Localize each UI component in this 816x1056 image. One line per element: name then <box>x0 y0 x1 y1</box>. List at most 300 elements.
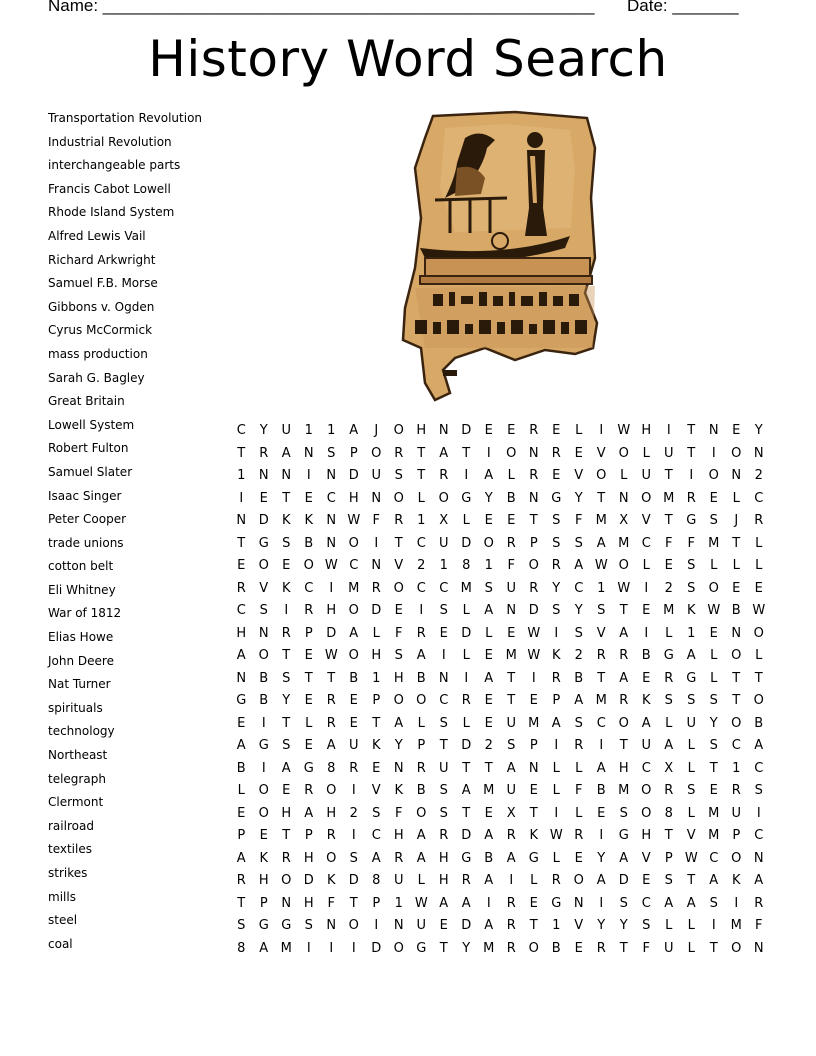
grid-letter[interactable]: R <box>394 445 404 461</box>
grid-letter[interactable]: E <box>282 558 291 573</box>
grid-letter[interactable]: O <box>731 850 742 866</box>
grid-letter[interactable]: L <box>462 603 470 618</box>
grid-letter[interactable]: A <box>619 625 629 641</box>
grid-letter[interactable]: L <box>530 873 538 888</box>
grid-letter[interactable]: R <box>326 828 336 843</box>
grid-letter[interactable]: N <box>326 918 337 933</box>
grid-letter[interactable]: 1 <box>237 468 246 483</box>
grid-letter[interactable]: R <box>326 693 336 708</box>
grid-letter[interactable]: B <box>574 670 584 686</box>
grid-letter[interactable]: O <box>618 558 629 573</box>
grid-letter[interactable]: S <box>304 918 313 933</box>
grid-letter[interactable]: C <box>731 738 741 753</box>
grid-letter[interactable]: I <box>644 580 649 596</box>
grid-letter[interactable]: Y <box>619 918 628 933</box>
grid-letter[interactable]: T <box>664 513 673 528</box>
grid-letter[interactable]: L <box>507 468 515 483</box>
grid-letter[interactable]: 1 <box>394 895 403 911</box>
grid-letter[interactable]: S <box>597 603 606 618</box>
grid-letter[interactable]: D <box>461 738 472 753</box>
grid-letter[interactable]: D <box>461 625 472 641</box>
grid-letter[interactable]: A <box>754 738 764 753</box>
grid-letter[interactable]: E <box>304 738 313 753</box>
grid-letter[interactable]: A <box>484 468 494 483</box>
grid-letter[interactable]: E <box>574 445 583 461</box>
grid-letter[interactable]: W <box>617 423 631 438</box>
grid-letter[interactable]: R <box>551 670 561 686</box>
grid-letter[interactable]: S <box>687 693 696 708</box>
grid-letter[interactable]: S <box>282 535 291 551</box>
grid-letter[interactable]: E <box>642 603 651 618</box>
grid-letter[interactable]: S <box>709 513 718 528</box>
grid-letter[interactable]: O <box>731 648 742 663</box>
grid-letter[interactable]: D <box>303 873 314 888</box>
grid-letter[interactable]: O <box>371 445 382 461</box>
grid-letter[interactable]: B <box>754 715 764 731</box>
grid-letter[interactable]: F <box>755 918 763 933</box>
grid-letter[interactable]: E <box>484 715 493 731</box>
grid-letter[interactable]: T <box>282 648 291 663</box>
grid-letter[interactable]: I <box>756 805 761 821</box>
grid-letter[interactable]: T <box>282 828 291 843</box>
grid-letter[interactable]: W <box>707 603 721 618</box>
grid-letter[interactable]: S <box>574 715 583 731</box>
grid-letter[interactable]: O <box>348 918 359 933</box>
grid-letter[interactable]: R <box>416 760 426 776</box>
grid-letter[interactable]: S <box>552 513 561 528</box>
grid-letter[interactable]: C <box>596 715 606 731</box>
grid-letter[interactable]: W <box>594 558 608 573</box>
grid-letter[interactable]: F <box>327 895 335 911</box>
grid-letter[interactable]: T <box>394 535 403 551</box>
grid-letter[interactable]: L <box>372 625 380 641</box>
grid-letter[interactable]: 1 <box>484 558 493 573</box>
grid-letter[interactable]: R <box>506 940 516 956</box>
grid-letter[interactable]: E <box>552 468 561 483</box>
grid-letter[interactable]: L <box>755 535 763 551</box>
grid-letter[interactable]: W <box>684 850 698 866</box>
grid-letter[interactable]: L <box>665 918 673 933</box>
grid-letter[interactable]: R <box>371 580 381 596</box>
grid-letter[interactable]: T <box>664 828 673 843</box>
grid-letter[interactable]: R <box>349 760 359 776</box>
grid-letter[interactable]: T <box>597 490 606 506</box>
grid-letter[interactable]: G <box>258 738 269 753</box>
grid-letter[interactable]: N <box>708 423 719 438</box>
grid-letter[interactable]: T <box>507 670 516 686</box>
grid-letter[interactable]: U <box>686 715 696 731</box>
grid-letter[interactable]: L <box>552 760 560 776</box>
grid-letter[interactable]: F <box>575 513 583 528</box>
grid-letter[interactable]: S <box>439 603 448 618</box>
grid-letter[interactable]: T <box>529 805 538 821</box>
grid-letter[interactable]: S <box>709 738 718 753</box>
grid-letter[interactable]: E <box>552 423 561 438</box>
grid-letter[interactable]: W <box>414 895 428 911</box>
grid-letter[interactable]: I <box>554 805 559 821</box>
grid-letter[interactable]: A <box>709 873 719 888</box>
grid-letter[interactable]: U <box>371 468 381 483</box>
grid-letter[interactable]: H <box>303 895 314 911</box>
grid-letter[interactable]: E <box>507 625 516 641</box>
grid-letter[interactable]: E <box>484 423 493 438</box>
grid-letter[interactable]: O <box>416 693 427 708</box>
grid-letter[interactable]: H <box>393 670 404 686</box>
grid-letter[interactable]: E <box>709 490 718 506</box>
grid-letter[interactable]: R <box>551 445 561 461</box>
grid-letter[interactable]: S <box>709 895 718 911</box>
grid-letter[interactable]: A <box>551 715 561 731</box>
grid-letter[interactable]: O <box>618 445 629 461</box>
grid-letter[interactable]: T <box>417 445 426 461</box>
grid-letter[interactable]: C <box>754 760 764 776</box>
grid-letter[interactable]: L <box>710 558 718 573</box>
grid-letter[interactable]: C <box>641 895 651 911</box>
grid-letter[interactable]: E <box>349 715 358 731</box>
grid-letter[interactable]: L <box>552 850 560 866</box>
grid-letter[interactable]: D <box>348 873 359 888</box>
grid-letter[interactable]: N <box>326 468 337 483</box>
grid-letter[interactable]: F <box>642 940 650 956</box>
grid-letter[interactable]: Y <box>282 693 291 708</box>
grid-letter[interactable]: S <box>484 580 493 596</box>
grid-letter[interactable]: C <box>371 828 381 843</box>
grid-letter[interactable]: A <box>304 805 314 821</box>
grid-letter[interactable]: I <box>599 423 604 438</box>
grid-letter[interactable]: T <box>619 940 628 956</box>
grid-letter[interactable]: N <box>393 760 404 776</box>
grid-letter[interactable]: B <box>641 648 651 663</box>
grid-letter[interactable]: O <box>348 603 359 618</box>
grid-letter[interactable]: L <box>575 805 583 821</box>
grid-letter[interactable]: 1 <box>687 625 696 641</box>
grid-letter[interactable]: O <box>731 715 742 731</box>
grid-letter[interactable]: P <box>304 625 313 641</box>
grid-letter[interactable]: C <box>641 535 651 551</box>
grid-letter[interactable]: C <box>416 580 426 596</box>
grid-letter[interactable]: O <box>483 535 494 551</box>
grid-letter[interactable]: D <box>461 918 472 933</box>
grid-letter[interactable]: K <box>394 783 404 798</box>
grid-letter[interactable]: E <box>507 513 516 528</box>
grid-letter[interactable]: T <box>237 535 246 551</box>
grid-letter[interactable]: H <box>236 625 247 641</box>
grid-letter[interactable]: O <box>348 648 359 663</box>
grid-letter[interactable]: K <box>529 828 539 843</box>
grid-letter[interactable]: A <box>641 715 651 731</box>
grid-letter[interactable]: R <box>304 603 314 618</box>
grid-letter[interactable]: Y <box>754 423 763 438</box>
grid-letter[interactable]: G <box>551 490 562 506</box>
grid-letter[interactable]: T <box>327 670 336 686</box>
grid-letter[interactable]: H <box>281 805 292 821</box>
grid-letter[interactable]: S <box>619 895 628 911</box>
grid-letter[interactable]: E <box>282 783 291 798</box>
grid-letter[interactable]: D <box>461 535 472 551</box>
grid-letter[interactable]: M <box>730 918 742 933</box>
grid-letter[interactable]: F <box>395 805 403 821</box>
grid-letter[interactable]: O <box>573 873 584 888</box>
grid-letter[interactable]: E <box>237 805 246 821</box>
grid-letter[interactable]: N <box>303 445 314 461</box>
grid-letter[interactable]: A <box>506 760 516 776</box>
grid-letter[interactable]: A <box>506 850 516 866</box>
grid-letter[interactable]: I <box>306 468 311 483</box>
grid-letter[interactable]: H <box>641 423 652 438</box>
grid-letter[interactable]: O <box>348 535 359 551</box>
grid-letter[interactable]: I <box>711 445 716 461</box>
grid-letter[interactable]: L <box>755 648 763 663</box>
grid-letter[interactable]: N <box>281 895 292 911</box>
grid-letter[interactable]: 1 <box>732 760 741 776</box>
grid-letter[interactable]: X <box>664 760 674 776</box>
grid-letter[interactable]: G <box>686 513 697 528</box>
grid-letter[interactable]: E <box>304 693 313 708</box>
grid-letter[interactable]: C <box>574 580 584 596</box>
grid-letter[interactable]: E <box>529 783 538 798</box>
grid-letter[interactable]: A <box>439 895 449 911</box>
grid-letter[interactable]: S <box>394 648 403 663</box>
grid-letter[interactable]: T <box>687 445 696 461</box>
grid-letter[interactable]: P <box>552 693 561 708</box>
grid-letter[interactable]: O <box>258 648 269 663</box>
grid-letter[interactable]: S <box>754 783 763 798</box>
grid-letter[interactable]: G <box>663 648 674 663</box>
grid-letter[interactable]: S <box>372 805 381 821</box>
grid-letter[interactable]: Y <box>597 918 606 933</box>
grid-letter[interactable]: R <box>281 850 291 866</box>
grid-letter[interactable]: N <box>528 760 539 776</box>
grid-letter[interactable]: G <box>281 918 292 933</box>
grid-letter[interactable]: N <box>753 850 764 866</box>
grid-letter[interactable]: R <box>754 513 764 528</box>
grid-letter[interactable]: A <box>349 423 359 438</box>
grid-letter[interactable]: R <box>304 783 314 798</box>
grid-letter[interactable]: I <box>689 468 694 483</box>
grid-letter[interactable]: U <box>641 468 651 483</box>
grid-letter[interactable]: L <box>755 558 763 573</box>
grid-letter[interactable]: N <box>393 918 404 933</box>
grid-letter[interactable]: N <box>731 625 742 641</box>
grid-letter[interactable]: I <box>441 648 446 663</box>
grid-letter[interactable]: T <box>417 468 426 483</box>
grid-letter[interactable]: M <box>595 513 607 528</box>
grid-letter[interactable]: S <box>664 873 673 888</box>
grid-letter[interactable]: B <box>236 760 246 776</box>
grid-letter[interactable]: E <box>304 490 313 506</box>
grid-letter[interactable]: I <box>711 918 716 933</box>
grid-letter[interactable]: R <box>416 625 426 641</box>
grid-letter[interactable]: L <box>642 558 650 573</box>
grid-letter[interactable]: C <box>326 490 336 506</box>
grid-letter[interactable]: 8 <box>237 940 246 956</box>
grid-letter[interactable]: K <box>281 580 291 596</box>
grid-letter[interactable]: V <box>641 850 651 866</box>
grid-letter[interactable]: I <box>351 828 356 843</box>
grid-letter[interactable]: S <box>574 625 583 641</box>
grid-letter[interactable]: S <box>619 805 628 821</box>
grid-letter[interactable]: I <box>419 603 424 618</box>
grid-letter[interactable]: M <box>348 580 360 596</box>
grid-letter[interactable]: E <box>372 760 381 776</box>
grid-letter[interactable]: E <box>439 625 448 641</box>
grid-letter[interactable]: M <box>708 828 720 843</box>
grid-letter[interactable]: I <box>284 603 289 618</box>
grid-letter[interactable]: S <box>687 580 696 596</box>
grid-letter[interactable]: N <box>528 490 539 506</box>
grid-letter[interactable]: P <box>664 850 673 866</box>
grid-letter[interactable]: 1 <box>327 423 336 438</box>
grid-letter[interactable]: C <box>236 603 246 618</box>
grid-letter[interactable]: L <box>575 760 583 776</box>
grid-letter[interactable]: L <box>620 468 628 483</box>
grid-letter[interactable]: Y <box>462 940 471 956</box>
grid-letter[interactable]: L <box>305 715 313 731</box>
grid-letter[interactable]: I <box>329 940 334 956</box>
grid-letter[interactable]: T <box>507 693 516 708</box>
grid-letter[interactable]: K <box>304 513 314 528</box>
grid-letter[interactable]: L <box>687 918 695 933</box>
grid-letter[interactable]: K <box>731 873 741 888</box>
grid-letter[interactable]: T <box>349 895 358 911</box>
grid-letter[interactable]: E <box>484 805 493 821</box>
grid-letter[interactable]: W <box>549 828 563 843</box>
grid-letter[interactable]: L <box>710 670 718 686</box>
grid-letter[interactable]: 8 <box>664 805 673 821</box>
grid-letter[interactable]: E <box>259 828 268 843</box>
grid-letter[interactable]: L <box>237 783 245 798</box>
grid-letter[interactable]: I <box>486 895 491 911</box>
grid-letter[interactable]: H <box>326 603 337 618</box>
grid-letter[interactable]: D <box>371 603 382 618</box>
grid-letter[interactable]: O <box>393 423 404 438</box>
grid-letter[interactable]: T <box>709 760 718 776</box>
grid-letter[interactable]: A <box>664 738 674 753</box>
grid-letter[interactable]: S <box>327 445 336 461</box>
grid-letter[interactable]: N <box>258 468 269 483</box>
grid-letter[interactable]: I <box>261 760 266 776</box>
grid-letter[interactable]: R <box>551 558 561 573</box>
grid-letter[interactable]: S <box>439 783 448 798</box>
grid-letter[interactable]: A <box>596 535 606 551</box>
grid-letter[interactable]: I <box>486 445 491 461</box>
grid-letter[interactable]: B <box>551 940 561 956</box>
grid-letter[interactable]: G <box>461 850 472 866</box>
grid-letter[interactable]: Y <box>709 715 718 731</box>
grid-letter[interactable]: K <box>686 603 696 618</box>
grid-letter[interactable]: A <box>574 558 584 573</box>
grid-letter[interactable]: M <box>528 715 540 731</box>
grid-letter[interactable]: I <box>554 625 559 641</box>
grid-letter[interactable]: R <box>574 828 584 843</box>
grid-letter[interactable]: A <box>394 715 404 731</box>
grid-letter[interactable]: Y <box>394 738 403 753</box>
grid-letter[interactable]: M <box>483 783 495 798</box>
grid-letter[interactable]: B <box>596 783 606 798</box>
grid-letter[interactable]: T <box>237 445 246 461</box>
grid-letter[interactable]: I <box>464 670 469 686</box>
grid-letter[interactable]: P <box>732 828 741 843</box>
grid-letter[interactable]: 8 <box>462 558 471 573</box>
grid-letter[interactable]: R <box>461 873 471 888</box>
grid-letter[interactable]: S <box>709 693 718 708</box>
grid-letter[interactable]: L <box>687 940 695 956</box>
grid-letter[interactable]: O <box>528 940 539 956</box>
grid-letter[interactable]: Y <box>597 850 606 866</box>
grid-letter[interactable]: A <box>326 738 336 753</box>
grid-letter[interactable]: O <box>641 805 652 821</box>
grid-letter[interactable]: Y <box>574 490 583 506</box>
grid-letter[interactable]: M <box>595 693 607 708</box>
grid-letter[interactable]: O <box>393 490 404 506</box>
grid-letter[interactable]: L <box>417 715 425 731</box>
grid-letter[interactable]: L <box>417 490 425 506</box>
grid-letter[interactable]: G <box>528 850 539 866</box>
grid-letter[interactable]: L <box>732 558 740 573</box>
grid-letter[interactable]: S <box>687 558 696 573</box>
grid-letter[interactable]: O <box>506 445 517 461</box>
grid-letter[interactable]: O <box>753 625 764 641</box>
grid-letter[interactable]: F <box>665 535 673 551</box>
grid-letter[interactable]: L <box>687 760 695 776</box>
grid-letter[interactable]: A <box>574 693 584 708</box>
grid-letter[interactable]: V <box>394 558 404 573</box>
grid-letter[interactable]: G <box>461 490 472 506</box>
grid-letter[interactable]: C <box>416 535 426 551</box>
grid-letter[interactable]: E <box>732 580 741 596</box>
grid-letter[interactable]: R <box>529 423 539 438</box>
grid-letter[interactable]: 2 <box>754 468 763 483</box>
grid-letter[interactable]: R <box>551 873 561 888</box>
grid-letter[interactable]: I <box>531 670 536 686</box>
grid-letter[interactable]: A <box>281 445 291 461</box>
grid-letter[interactable]: O <box>731 445 742 461</box>
grid-letter[interactable]: E <box>754 580 763 596</box>
grid-letter[interactable]: C <box>754 490 764 506</box>
grid-letter[interactable]: P <box>529 535 538 551</box>
grid-letter[interactable]: D <box>326 625 337 641</box>
grid-letter[interactable]: N <box>371 558 382 573</box>
grid-letter[interactable]: R <box>529 580 539 596</box>
grid-letter[interactable]: M <box>505 648 517 663</box>
grid-letter[interactable]: E <box>237 558 246 573</box>
grid-letter[interactable]: U <box>663 445 674 461</box>
grid-letter[interactable]: R <box>461 693 471 708</box>
grid-letter[interactable]: E <box>709 783 718 798</box>
grid-letter[interactable]: G <box>416 940 427 956</box>
grid-letter[interactable]: V <box>574 468 584 483</box>
grid-letter[interactable]: S <box>664 693 673 708</box>
grid-letter[interactable]: E <box>597 805 606 821</box>
grid-letter[interactable]: R <box>236 873 246 888</box>
grid-letter[interactable]: E <box>484 513 493 528</box>
grid-letter[interactable]: I <box>599 828 604 843</box>
grid-letter[interactable]: L <box>552 783 560 798</box>
grid-letter[interactable]: A <box>484 603 494 618</box>
grid-letter[interactable]: O <box>258 558 269 573</box>
grid-letter[interactable]: V <box>574 918 584 933</box>
grid-letter[interactable]: U <box>281 423 291 438</box>
grid-letter[interactable]: A <box>686 895 696 911</box>
grid-letter[interactable]: H <box>438 850 449 866</box>
grid-letter[interactable]: O <box>393 693 404 708</box>
grid-letter[interactable]: K <box>371 738 381 753</box>
grid-letter[interactable]: R <box>439 828 449 843</box>
grid-letter[interactable]: N <box>731 468 742 483</box>
grid-letter[interactable]: V <box>596 445 606 461</box>
grid-letter[interactable]: S <box>349 850 358 866</box>
grid-letter[interactable]: F <box>575 783 583 798</box>
